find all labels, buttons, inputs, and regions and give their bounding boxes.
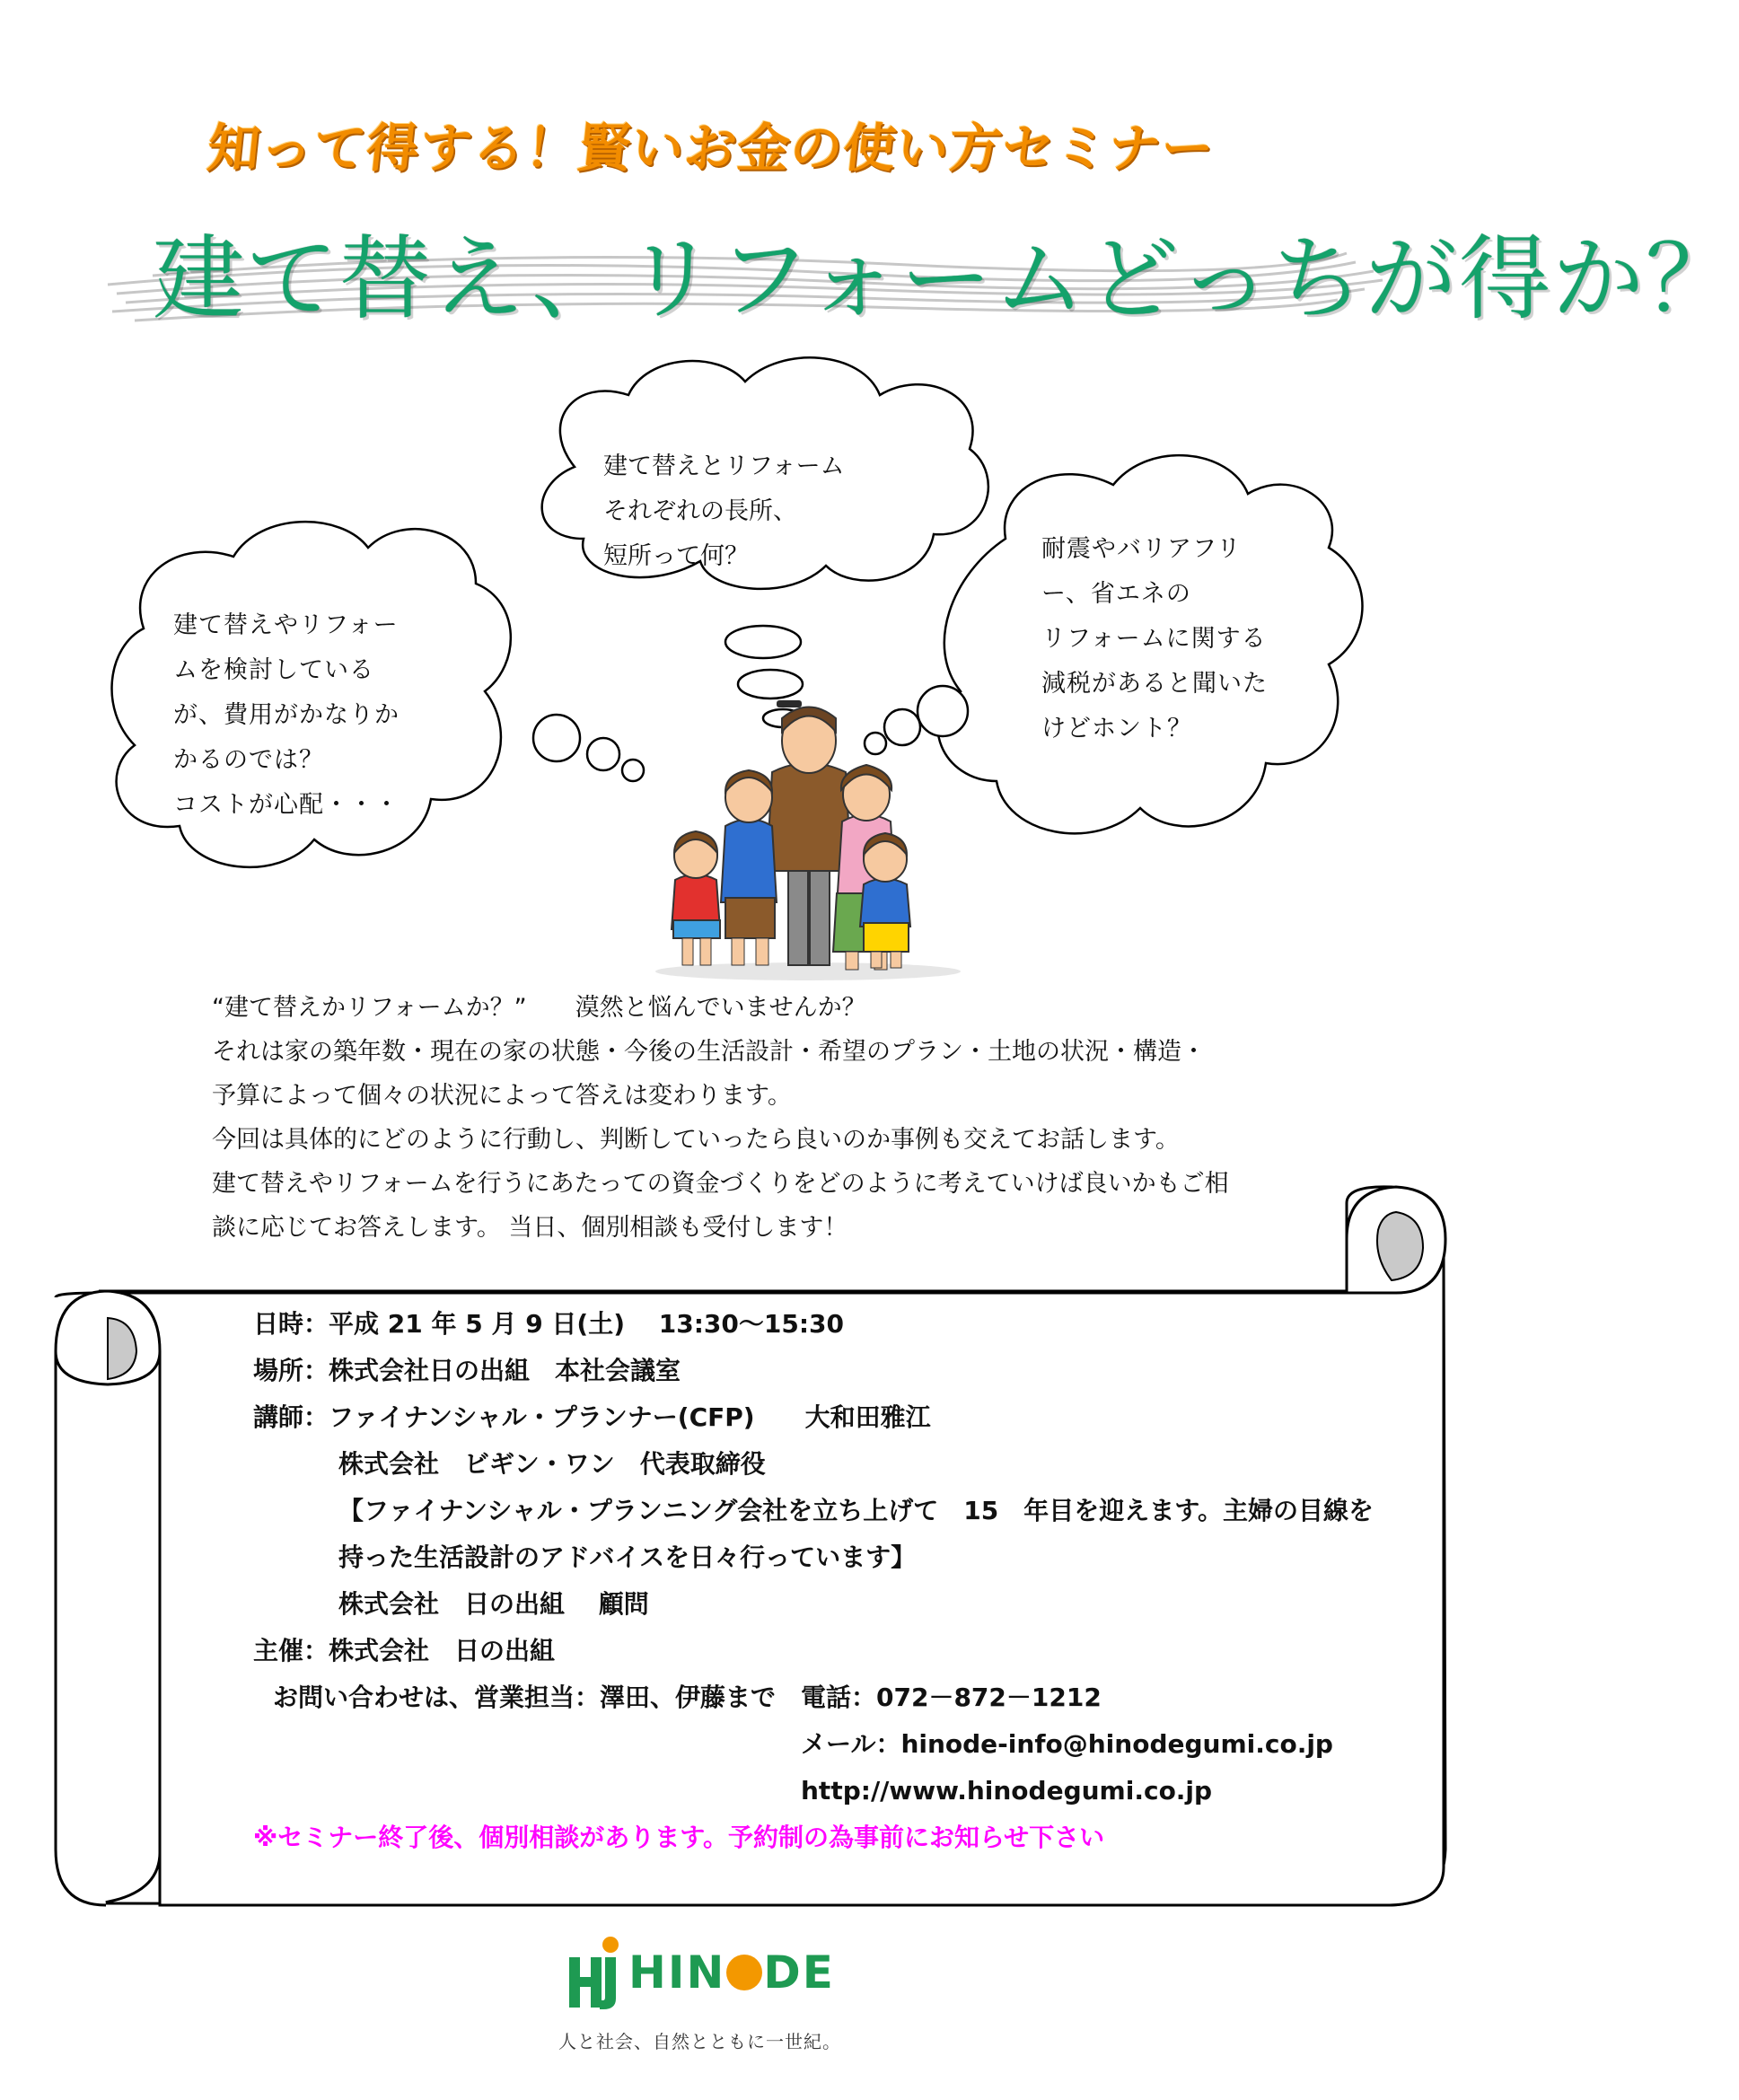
bubble-line: コストが心配・・・ [173,791,400,819]
detail-lecturer-note: 持った生活設計のアドバイスを日々行っています】 [338,1542,917,1572]
main-title: 建て替え、リフォームどっちが得か？ [153,226,1739,333]
detail-notice: ※セミナー終了後、個別相談があります。予約制の為事前にお知らせ下さい [253,1823,1105,1852]
hj-logo-mark-icon [567,1936,625,2011]
paragraph-line: “建て替えかリフォームか？” 漠然と悩んでいませんか？ [212,994,866,1022]
detail-date: 日時：平成 21 年 5 月 9 日(土) 13:30～15:30 [253,1309,845,1339]
logo-text-part: DE [763,1946,835,1999]
detail-place: 場所：株式会社日の出組 本社会議室 [253,1356,681,1385]
detail-lecturer-company: 株式会社 ビギン・ワン 代表取締役 [338,1449,766,1479]
paragraph-line: 建て替えやリフォームを行うにあたっての資金づくりをどのように考えていけば良いかもご相 [212,1170,1229,1198]
company-tagline: 人と社会、自然とともに一世紀。 [558,2031,841,2052]
bubble-line: 建て替えやリフォー [173,611,399,639]
detail-lecturer-note: 【ファイナンシャル・プランニング会社を立ち上げて 15 年目を迎えます。主婦の目線を [338,1496,1374,1525]
bubble-line: けどホント？ [1041,715,1192,742]
logo-text-part: HIN [628,1946,726,1999]
paragraph-line: 談に応じてお答えします。 当日、個別相談も受付します！ [212,1214,848,1242]
bubble-line: 建て替えとリフォーム [603,453,845,480]
seminar-details [253,1301,1374,1861]
bubble-line: ムを検討している [173,656,374,684]
logo-wordmark [628,1946,835,1999]
bubble-line: が、費用がかなりか [173,701,400,729]
bubble-line: 減税があると聞いた [1041,670,1268,698]
seminar-subtitle: 知って得する！賢いお金の使い方セミナー [204,118,1218,179]
detail-lecturer: 講師：ファイナンシャル・プランナー(CFP) 大和田雅江 [253,1402,931,1432]
detail-url[interactable]: http://www.hinodegumi.co.jp [801,1776,1213,1806]
detail-organizer: 主催：株式会社 日の出組 [253,1636,556,1665]
bubble-line: ー、省エネの [1041,580,1191,608]
detail-contact: お問い合わせは、営業担当：澤田、伊藤まで 電話：072－872－1212 [273,1683,1102,1712]
detail-email[interactable]: メール：hinode-info@hinodegumi.co.jp [801,1729,1333,1759]
bubble-line: それぞれの長所、 [603,497,797,525]
detail-lecturer-advisor: 株式会社 日の出組 顧問 [338,1589,649,1619]
paragraph-line: それは家の築年数・現在の家の状態・今後の生活設計・希望のプラン・土地の状況・構造・ [212,1038,1206,1066]
bubble-line: かるのでは？ [173,746,324,774]
bubble-line: 耐震やバリアフリ [1041,535,1242,563]
bubble-line: 短所って何？ [603,542,749,570]
paragraph-line: 今回は具体的にどのように行動し、判断していったら良いのか事例も交えてお話します。 [212,1126,1180,1154]
logo-orange-dot-icon [726,1955,762,1990]
paragraph-line: 予算によって個々の状況によって答えは変わります。 [212,1082,792,1110]
bubble-line: リフォームに関する [1041,625,1267,653]
